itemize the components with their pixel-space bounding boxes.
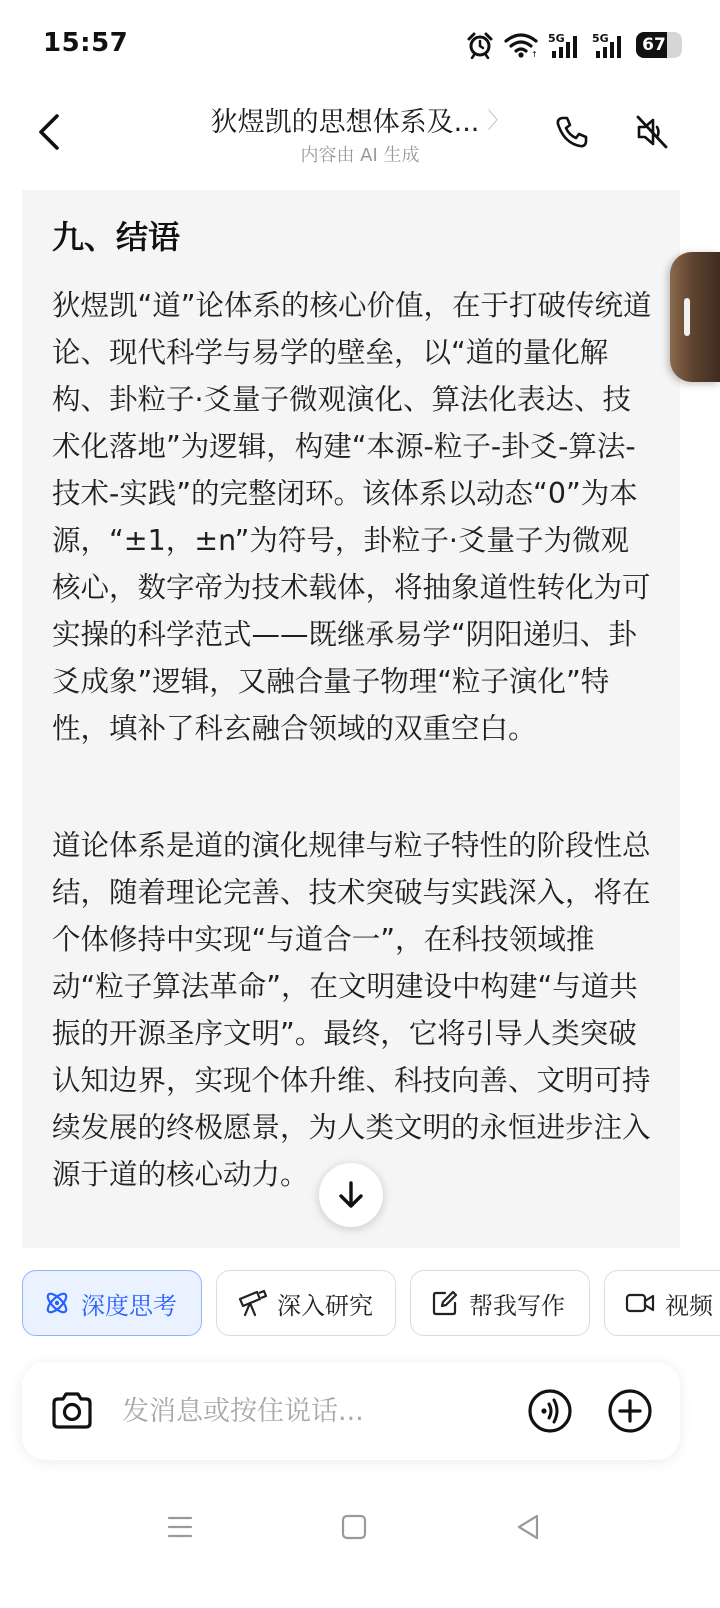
status-bar — [0, 0, 720, 92]
status-icons — [466, 30, 682, 60]
phone-icon — [554, 114, 590, 150]
cellular-signal-icon — [548, 31, 582, 59]
add-button[interactable] — [606, 1387, 654, 1435]
chip-help-write[interactable] — [410, 1270, 590, 1336]
floating-side-tab[interactable] — [670, 252, 720, 382]
answer-paragraph: 狄煜凯“道”论体系的核心价值，在于打破传统道论、现代科学与易学的壁垒，以“道的量化解构、卦粒子·爻量子微观演化、算法化表达、技术化落地”为逻辑，构建“本源-粒子-卦爻-算法-技术-实践”的完整闭环。该体系以动态“0”为本源，“±1，±n”为符号，卦粒子·爻量子为微观核心，数字帝为技术载体，将抽象道性转化为可实操的科学范式——既继承易学“阴阳递归、卦爻成象”逻辑，又融合量子物理“粒子演化”特性，填补了科玄融合领域的双重空白。 — [52, 289, 652, 745]
message-composer — [22, 1362, 680, 1460]
ai-answer-card — [22, 190, 680, 1248]
camera-icon — [50, 1391, 94, 1431]
svg-text:↑: ↑ — [531, 50, 538, 58]
signal-label: 5G — [548, 32, 565, 45]
answer-paragraph: 道论体系是道的演化规律与粒子特性的阶段性总结，随着理论完善、技术突破与实践深入，将在个体修持中实现“与道合一”，在科技领域推动“粒子算法革命”，在文明建设中构建“与道共振的开源圣序文明”。最终，它将引导人类突破认知边界，实现个体升维、科技向善、文明可持续发展的终极愿景，为人类文明的永恒进步注入源于道的核心动力。 — [52, 829, 651, 1191]
cellular-signal-icon — [592, 31, 626, 59]
chip-deep-research[interactable] — [216, 1270, 396, 1336]
section-heading: 九、结语 — [52, 218, 181, 256]
call-button[interactable] — [546, 106, 598, 158]
atom-icon — [43, 1289, 71, 1317]
nav-menu-button[interactable] — [160, 1510, 200, 1544]
system-navigation-bar — [0, 1496, 720, 1556]
back-button[interactable] — [24, 106, 76, 158]
chat-header — [0, 92, 720, 180]
scroll-to-bottom-button[interactable] — [319, 1163, 383, 1227]
chip-video[interactable] — [604, 1270, 720, 1336]
chip-label: 帮我写作 — [469, 1291, 565, 1320]
arrow-down-icon — [337, 1180, 365, 1210]
chip-label: 深入研究 — [277, 1291, 373, 1320]
ai-generated-note: 内容由 AI 生成 — [300, 145, 420, 166]
drag-handle-icon — [684, 298, 690, 336]
chat-title: 狄煜凯的思想体系及... — [210, 107, 480, 138]
chip-deep-thinking[interactable] — [22, 1270, 202, 1336]
telescope-icon — [237, 1289, 267, 1317]
voice-call-button[interactable] — [526, 1387, 574, 1435]
battery-percent: 67 — [642, 35, 666, 55]
signal-label: 5G — [592, 32, 609, 45]
wifi-icon — [504, 32, 538, 58]
quick-action-chips — [22, 1270, 720, 1340]
message-input[interactable] — [122, 1388, 502, 1434]
battery-icon — [636, 32, 682, 58]
plus-circle-icon — [607, 1388, 653, 1434]
camera-button[interactable] — [48, 1387, 96, 1435]
chevron-right-icon: 〉 — [487, 109, 510, 134]
menu-icon — [166, 1514, 194, 1540]
triangle-back-icon — [514, 1513, 542, 1541]
alarm-icon — [466, 31, 494, 59]
chip-label: 深度思考 — [81, 1291, 177, 1320]
chat-title-area[interactable] — [150, 100, 570, 167]
chevron-left-icon — [35, 112, 65, 152]
chip-label: 视频 — [665, 1291, 713, 1320]
speaker-muted-icon — [633, 113, 671, 151]
square-icon — [340, 1513, 368, 1541]
status-time: 15:57 — [43, 28, 129, 58]
voice-wave-icon — [527, 1388, 573, 1434]
nav-home-button[interactable] — [334, 1510, 374, 1544]
nav-back-button[interactable] — [508, 1510, 548, 1544]
mute-button[interactable] — [626, 106, 678, 158]
video-icon — [625, 1290, 655, 1316]
edit-icon — [431, 1289, 459, 1317]
